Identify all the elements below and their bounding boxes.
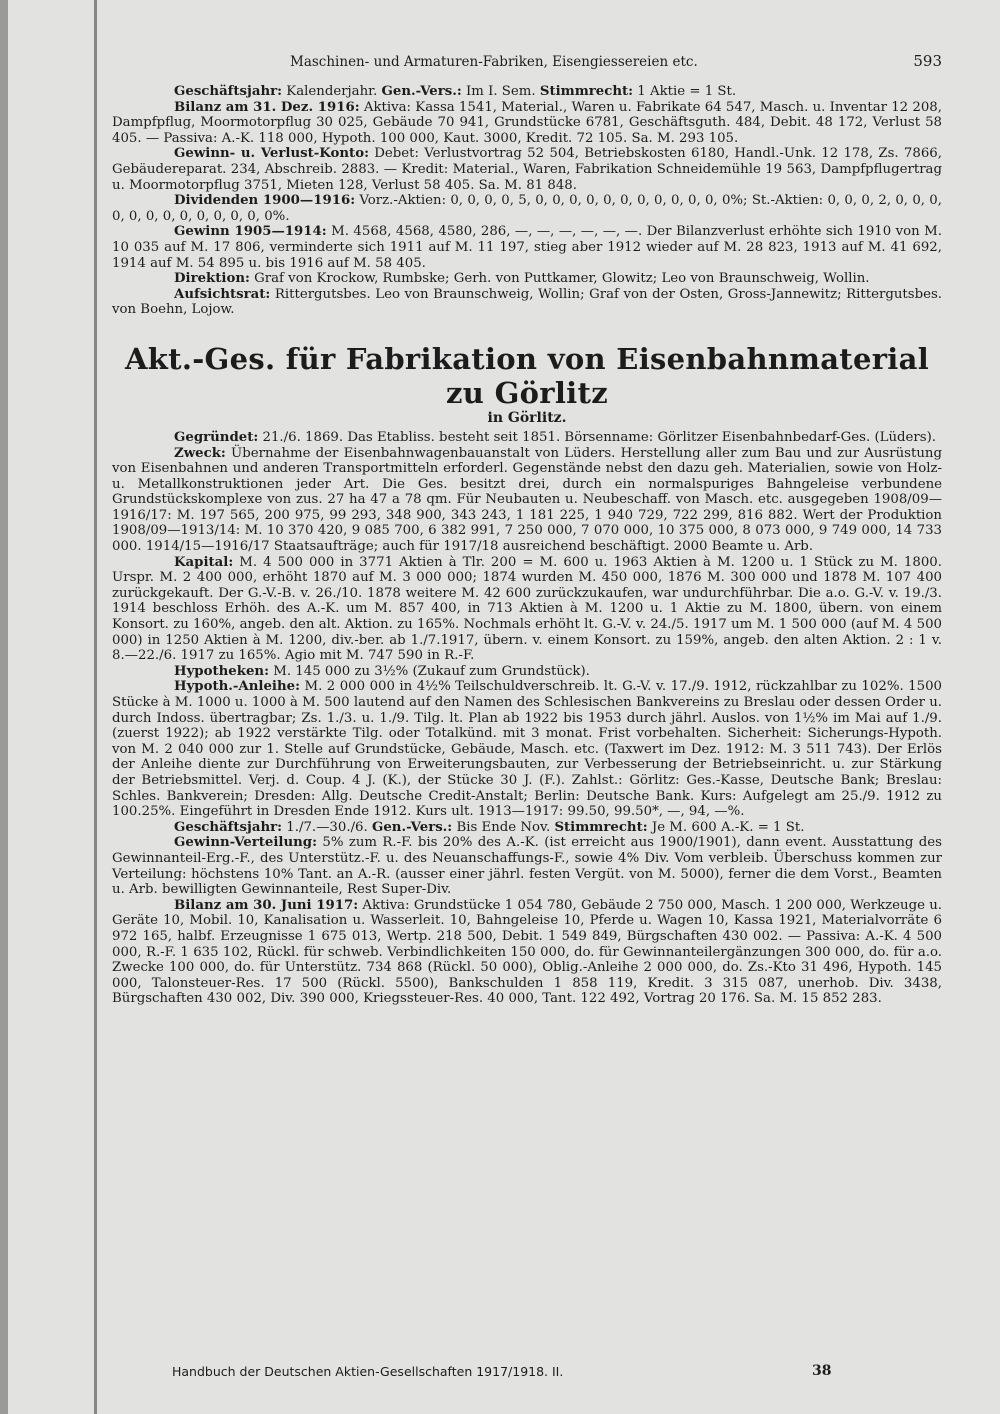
entry-text: 21./6. 1869. Das Etabliss. besteht seit 1851. Börsenname: Görlitzer Eisenbahnbedarf-Ges. (Lüders). (258, 429, 936, 445)
entry-label: Gegründet: (174, 429, 259, 445)
entry-text: Aktiva: Kassa 1541, Material., Waren u. Fabrikate 64 547, Masch. u. Inventar 12 208, Dampfpflug, Moormotorpflug 30 025, Gebäude 70 941, Grundstücke 6781, Geschäftsguth. 484, Debit. 48 172, Verlust 58 405. — Passiva: A.-K. 118 000, Hypoth. 100 000, Kaut. 3000, Kredit. 72 105. Sa. M. 293 105. (112, 99, 942, 146)
entry-label: Gewinn- u. Verlust-Konto: (174, 146, 369, 162)
entry-direktion-prev (112, 271, 942, 287)
page-content (112, 50, 942, 1007)
entry-text: Debet: Verlustvortrag 52 504, Betriebskosten 6180, Handl.-Unk. 12 178, Zs. 7866, Gebäudereparat. 234, Abschreib. 2883. — Kredit: Material., Waren, Fabrikation Schneidemühle 19 563, Dampfpflugertrag u. Moormotorpflug 3751, Mieten 128, Verlust 58 405. Sa. M. 81 848. (112, 146, 942, 193)
entry-text: 5% zum R.-F. bis 20% des A.-K. (ist erreicht aus 1900/1901), dann event. Ausstattung des Gewinnanteil-Erg.-F., des Unterstütz.-F. u. des Neuanschaffungs-F., sowie 4% Div. Vom verbleib. Überschuss kommen zur Verteilung: höchstens 10% Tant. an A.-R. (ausser einer jährl. festen Vergüt. von M. 5000), ferner die dem Vorst., Beamten u. Arb. bewilligten Gewinnanteile, Rest Super-Div. (112, 835, 942, 898)
entry-text: M. 4568, 4568, 4580, 286, —, —, —, —, —, —. Der Bilanzverlust erhöhte sich 1910 von M. 10 035 auf M. 17 806, verminderte sich 1911 auf M. 11 197, stieg aber 1912 wieder auf M. 28 823, 1913 auf M. 41 692, 1914 auf M. 54 895 u. bis 1916 auf M. 58 405. (112, 224, 942, 271)
entry-text: 1 Aktie = 1 St. (633, 84, 737, 99)
company-heading: Akt.-Ges. für Fabrikation von Eisenbahnmaterial zu Görlitz (124, 341, 930, 410)
entry-hypoth-anleihe (112, 679, 942, 819)
entry-geschaeftsjahr-prev (112, 84, 942, 100)
entry-text: Aktiva: Grundstücke 1 054 780, Gebäude 2 750 000, Masch. 1 200 000, Werkzeuge u. Geräte 10, Mobil. 10, Kanalisation u. Wasserleit. 10, Bahngeleise 10, Pferde u. Wagen 10, Kassa 1921, Materialvorräte 6 972 165, halbf. Erzeugnisse 1 675 013, Wertp. 218 500, Debit. 1 549 849, Bürgschaften 430 002. — Passiva: A.-K. 4 500 000, R.-F. 1 635 102, Rückl. für schweb. Verbindlichkeiten 150 000, do. für Gewinnanteilergänzungen 300 000, do. für a.o. Zwecke 100 000, do. für Unterstütz. 734 868 (Rückl. 50 000), Oblig.-Anleihe 2 000 000, do. Zs.-Kto 31 496, Hypoth. 145 000, Talonsteuer-Res. 17 500 (Rückl. 5500), Bankschulden 1 858 119, Kredit. 3 315 087, unerhob. Div. 3438, Bürgschaften 430 002, Div. 390 000, Kriegssteuer-Res. 40 000, Tant. 122 492, Vortrag 20 176. Sa. M. 15 852 283. (112, 897, 942, 1007)
entry-label: Kapital: (174, 554, 234, 570)
entry-zweck (112, 446, 942, 555)
previous-company-entry (112, 84, 942, 318)
entry-label: Dividenden 1900—1916: (174, 193, 356, 209)
entry-text: M. 4 500 000 in 3771 Aktien à Tlr. 200 = M. 600 u. 1963 Aktien à M. 1200 u. 1 Stück zu M. 1800. Urspr. M. 2 400 000, erhöht 1870 auf M. 3 000 000; 1874 wurden M. 450 000, 1876 M. 300 000 und 1878 M. 107 400 zurückgekauft. Der G.-V.-B. v. 26./10. 1878 weitere M. 42 600 zurückzukaufen, war undurchführbar. Die a.o. G.-V. v. 19./3. 1914 beschloss Erhöh. des A.-K. um M. 857 400, in 713 Aktien à M. 1200 u. 1 Aktie zu M. 1800, übern. von einem Konsort. zu 160%, angeb. den alt. Aktion. zu 165%. Nochmals erhöht lt. G.-V. v. 24./5. 1917 um M. 1 500 000 (auf M. 4 500 000) in 1250 Aktien à M. 1200, div.-ber. ab 1./7.1917, übern. v. einem Konsort. zu 159%, angeb. den alten Aktion. 2 : 1 v. 8.—22./6. 1917 zu 165%. Agio mit M. 747 590 in R.-F. (112, 554, 942, 664)
entry-text: Im I. Sem. (461, 84, 540, 99)
entry-kapital (112, 555, 942, 664)
page-footer (172, 1364, 832, 1379)
running-title: Maschinen- und Armaturen-Fabriken, Eisengiessereien etc. (290, 54, 698, 70)
entry-text: Rittergutsbes. Leo von Braunschweig, Wollin; Graf von der Osten, Gross-Jannewitz; Rittergutsbes. von Boehn, Lojow. (112, 286, 942, 318)
entry-hypotheken (112, 664, 942, 680)
entry-text: Übernahme der Eisenbahnwagenbauanstalt von Lüders. Herstellung aller zum Bau und zur Ausrüstung von Eisenbahnen und anderen Transportmitteln erforderl. Gegenstände nebst den dazu geh. Materialien, sowie von Holz- u. Metallkonstruktionen jeder Art. Die Ges. besitzt drei, durch ein normalspuriges Bahngeleise verbundene Grundstückskomplexe von zus. 27 ha 47 a 78 qm. Für Neubauten u. Neubeschaff. von Masch. etc. ausgegeben 1908/09—1916/17: M. 197 565, 200 975, 99 293, 348 900, 343 243, 1 181 225, 1 940 729, 722 299, 816 882. Wert der Produktion 1908/09—1913/14: M. 10 370 420, 9 085 700, 6 382 991, 7 250 000, 7 070 000, 10 375 000, 8 073 000, 9 749 000, 14 733 000. 1914/15—1916/17 Staatsaufträge; auch für 1917/18 ausreichend beschäftigt. 2000 Beamte u. Arb. (112, 445, 942, 555)
entry-label: Direktion: (174, 271, 250, 287)
entry-label: Gen.-Vers.: (371, 819, 453, 835)
entry-text: Kalenderjahr. (282, 84, 382, 99)
running-header (112, 50, 942, 84)
entry-label: Zweck: (174, 445, 226, 461)
entry-label: Geschäftsjahr: (174, 819, 283, 835)
entry-dividenden-prev (112, 193, 942, 224)
entry-text: Bis Ende Nov. (452, 819, 555, 835)
company-city (112, 410, 942, 426)
entry-gewinn-verteilung (112, 835, 942, 897)
entry-geschaeftsjahr (112, 820, 942, 836)
entry-gewinn-prev (112, 224, 942, 271)
page-number: 593 (913, 52, 942, 70)
entry-bilanz-prev (112, 100, 942, 147)
entry-label: Bilanz am 30. Juni 1917: (174, 897, 359, 913)
footer-sheet-number: 38 (812, 1363, 832, 1379)
entry-label: Gen.-Vers.: (381, 84, 462, 99)
entry-label: Hypotheken: (174, 663, 269, 679)
entry-label: Gewinn 1905—1914: (174, 224, 327, 240)
entry-label: Gewinn-Verteilung: (174, 835, 318, 851)
entry-text: M. 145 000 zu 3½% (Zukauf zum Grundstück). (268, 663, 590, 679)
entry-text: Vorz.-Aktien: 0, 0, 0, 0, 5, 0, 0, 0, 0, 0, 0, 0, 0, 0, 0, 0, 0%; St.-Aktien: 0, 0, 0, 2, 0, 0, 0, 0, 0, 0, 0, 0, 0, 0, 0, 0, 0%. (112, 193, 942, 224)
entry-label: Aufsichtsrat: (174, 286, 271, 302)
entry-text: 1./7.—30./6. (282, 819, 372, 835)
entry-label: Stimmrecht: (539, 84, 634, 99)
entry-label: Hypoth.-Anleihe: (174, 679, 300, 695)
city-line: in Görlitz. (487, 409, 567, 426)
footer-source: Handbuch der Deutschen Aktien-Gesellschaften 1917/1918. II. (172, 1364, 564, 1379)
entry-bilanz (112, 898, 942, 1007)
entry-aufsichtsrat-prev (112, 287, 942, 318)
entry-label: Geschäftsjahr: (174, 84, 283, 99)
company-entry (112, 430, 942, 1007)
entry-text: Graf von Krockow, Rumbske; Gerh. von Puttkamer, Glowitz; Leo von Braunschweig, Wollin. (249, 271, 870, 287)
entry-gegruendet (112, 430, 942, 446)
entry-gewinn-verlust-prev (112, 146, 942, 193)
entry-text: Je M. 600 A.-K. = 1 St. (647, 819, 805, 835)
binding-line (94, 0, 97, 1414)
entry-label: Bilanz am 31. Dez. 1916: (174, 99, 360, 115)
scan-edge (0, 0, 8, 1414)
entry-label: Stimmrecht: (554, 819, 648, 835)
entry-text: M. 2 000 000 in 4½% Teilschuldverschreib. lt. G.-V. v. 17./9. 1912, rückzahlbar zu 102%. 1500 Stücke à M. 1000 u. 1000 à M. 500 lautend auf den Namen des Schlesischen Bankvereins zu Breslau oder dessen Order u. durch Indoss. übertragbar; Zs. 1./3. u. 1./9. Tilg. lt. Plan ab 1922 bis 1953 durch jährl. Auslos. von 1½% im Mai auf 1./9. (zuerst 1922); ab 1922 verstärkte Tilg. oder Totalkünd. mit 3 monat. Frist vorbehalten. Sicherheit: Sicherungs-Hypoth. von M. 2 040 000 zur 1. Stelle auf Grundstücke, Gebäude, Masch. etc. (Taxwert im Dez. 1912: M. 3 511 743). Der Erlös der Anleihe diente zur Durchführung von Erweiterungsbauten, zur Verbesserung der Betriebseinricht. u. zur Stärkung der Betriebsmittel. Verj. d. Coup. 4 J. (K.), der Stücke 30 J. (F.). Zahlst.: Görlitz: Ges.-Kasse, Deutsche Bank; Breslau: Schles. Bankverein; Dresden: Allg. Deutsche Credit-Anstalt; Berlin: Deutsche Bank. Kurs: Aufgelegt am 25./9. 1912 zu 100.25%. Eingeführt in Dresden Ende 1912. Kurs ult. 1913—1917: 99.50, 99.50*, —, 94, —%. (112, 679, 943, 820)
